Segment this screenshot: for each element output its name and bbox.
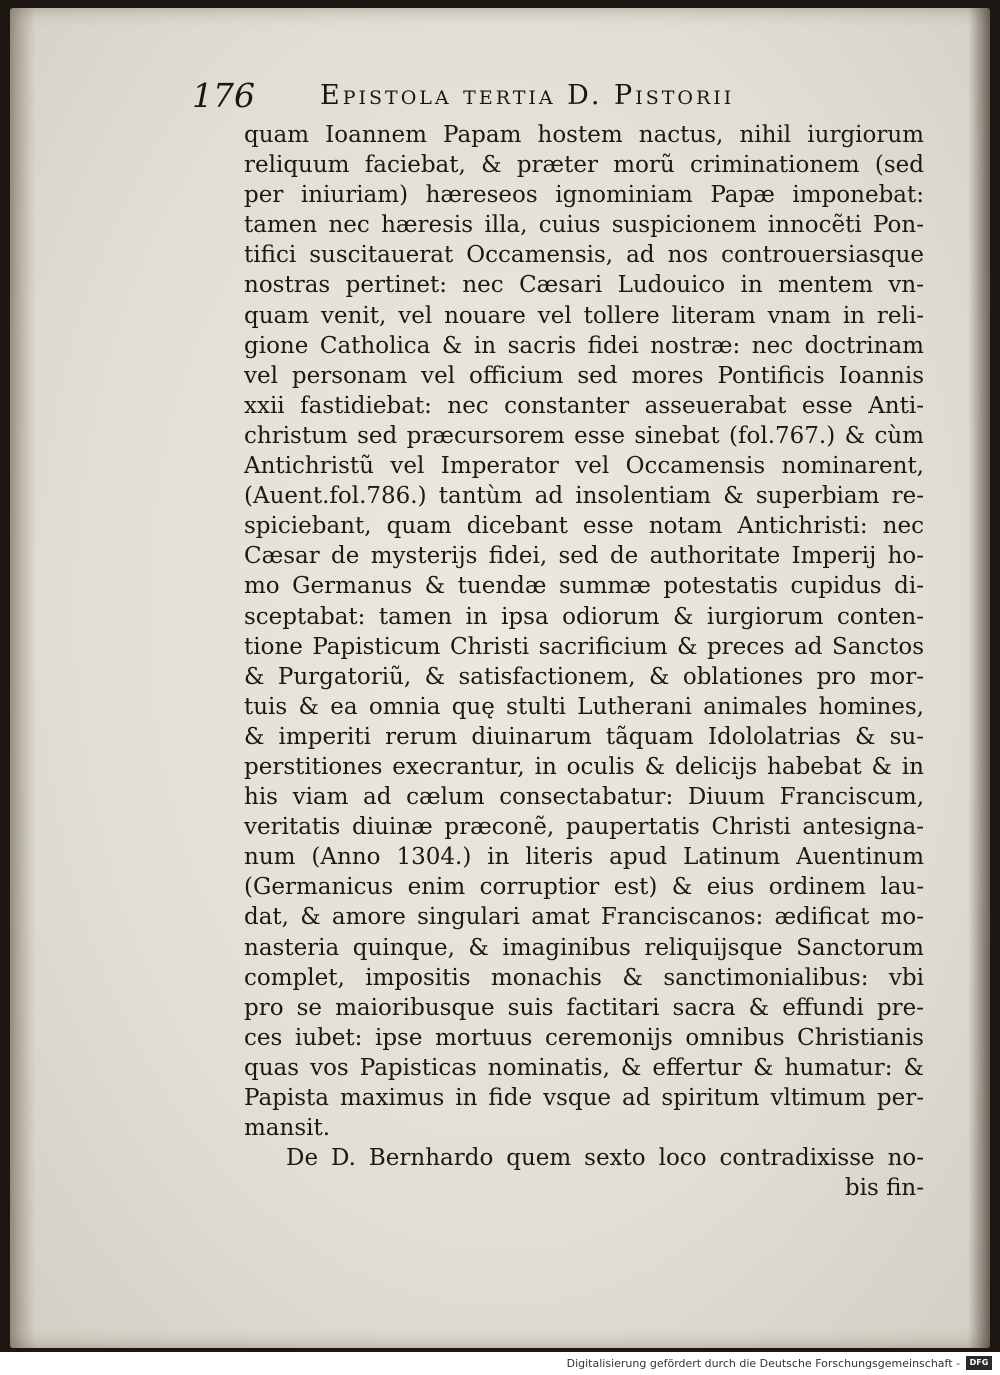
text-line: perstitiones execrantur, in oculis & delicijs habebat & in xyxy=(244,753,924,780)
text-line: pro se maioribusque suis factitari sacra & effundi pre- xyxy=(244,994,924,1021)
text-line: xxii fastidiebat: nec constanter asseuerabat esse Anti- xyxy=(244,392,924,419)
text-line: (Germanicus enim corruptior est) & eius ordinem lau- xyxy=(244,874,924,901)
running-head-title: Epistola tertia D. Pistorii xyxy=(320,80,735,111)
text-line: sceptabat: tamen in ipsa odiorum & iurgiorum conten- xyxy=(244,603,924,630)
text-line: mo Germanus & tuendæ summæ potestatis cupidus di- xyxy=(244,573,924,600)
catchword-line: bis fin- xyxy=(844,1175,924,1202)
text-line: num (Anno 1304.) in literis apud Latinum Auentinum xyxy=(244,844,924,871)
text-line: nasteria quinque, & imaginibus reliquijsque Sanctorum xyxy=(244,934,924,961)
text-line: veritatis diuinæ præconẽ, paupertatis Christi antesigna- xyxy=(244,814,924,841)
text-line: quas vos Papisticas nominatis, & effertur & humatur: & xyxy=(244,1054,924,1081)
text-line: nostras pertinet: nec Cæsari Ludouico in mentem vn- xyxy=(244,272,924,299)
text-line: & Purgatoriũ, & satisfactionem, & oblationes pro mor- xyxy=(244,663,924,690)
text-line: Papista maximus in fide vsque ad spiritum vltimum per- xyxy=(244,1085,924,1111)
page-shadow-left xyxy=(10,8,36,1348)
text-line: (Auent.fol.786.) tantùm ad insolentiam & superbiam re- xyxy=(244,483,924,510)
text-line: gione Catholica & in sacris fidei nostræ: nec doctrinam xyxy=(244,332,924,359)
text-line: quam Ioannem Papam hostem nactus, nihil iurgiorum xyxy=(244,122,924,148)
text-line: per iniuriam) hæreseos ignominiam Papæ imponebat: xyxy=(244,182,924,209)
text-line: quam venit, vel nouare vel tollere literam vnam in reli- xyxy=(244,302,924,329)
text-line: tione Papisticum Christi sacrificium & preces ad Sanctos xyxy=(244,633,924,660)
text-line: Cæsar de mysterijs fidei, sed de authoritate Imperij ho- xyxy=(244,543,924,570)
dfg-logo-icon: DFG xyxy=(966,1356,992,1370)
text-line-paragraph-end: mansit. xyxy=(244,1115,331,1142)
text-line: vel personam vel officium sed mores Pontificis Ioannis xyxy=(244,362,924,389)
funding-credit: Digitalisierung gefördert durch die Deutsche Forschungsgemeinschaft - xyxy=(566,1357,960,1370)
page-shadow-right xyxy=(968,8,990,1348)
text-line: tamen nec hæresis illa, cuius suspicionem innocẽti Pon- xyxy=(244,212,924,239)
text-line: complet, impositis monachis & sanctimonialibus: vbi xyxy=(244,964,924,991)
text-line: reliquum faciebat, & præter morũ criminationem (sed xyxy=(244,152,924,179)
body-text xyxy=(244,120,924,1203)
text-line: & imperiti rerum diuinarum tãquam Idololatrias & su- xyxy=(244,723,924,750)
text-line: christum sed præcursorem esse sinebat (fol.767.) & cùm xyxy=(244,422,924,449)
digitization-footer xyxy=(0,1352,1000,1375)
running-head xyxy=(192,76,862,116)
page-number: 176 xyxy=(192,76,255,115)
text-line: dat, & amore singulari amat Franciscanos: ædificat mo- xyxy=(244,904,924,931)
text-line: his viam ad cælum consectabatur: Diuum Franciscum, xyxy=(244,784,924,811)
text-line-paragraph-start: De D. Bernhardo quem sexto loco contradixisse no- xyxy=(286,1145,924,1172)
text-line: spiciebant, quam dicebant esse notam Antichristi: nec xyxy=(244,513,924,540)
text-line: ces iubet: ipse mortuus ceremonijs omnibus Christianis xyxy=(244,1024,924,1051)
text-line: tifici suscitauerat Occamensis, ad nos controuersiasque xyxy=(244,242,924,269)
text-line: Antichristũ vel Imperator vel Occamensis nominarent, xyxy=(244,453,924,480)
text-line: tuis & ea omnia quę stulti Lutherani animales homines, xyxy=(244,693,924,720)
